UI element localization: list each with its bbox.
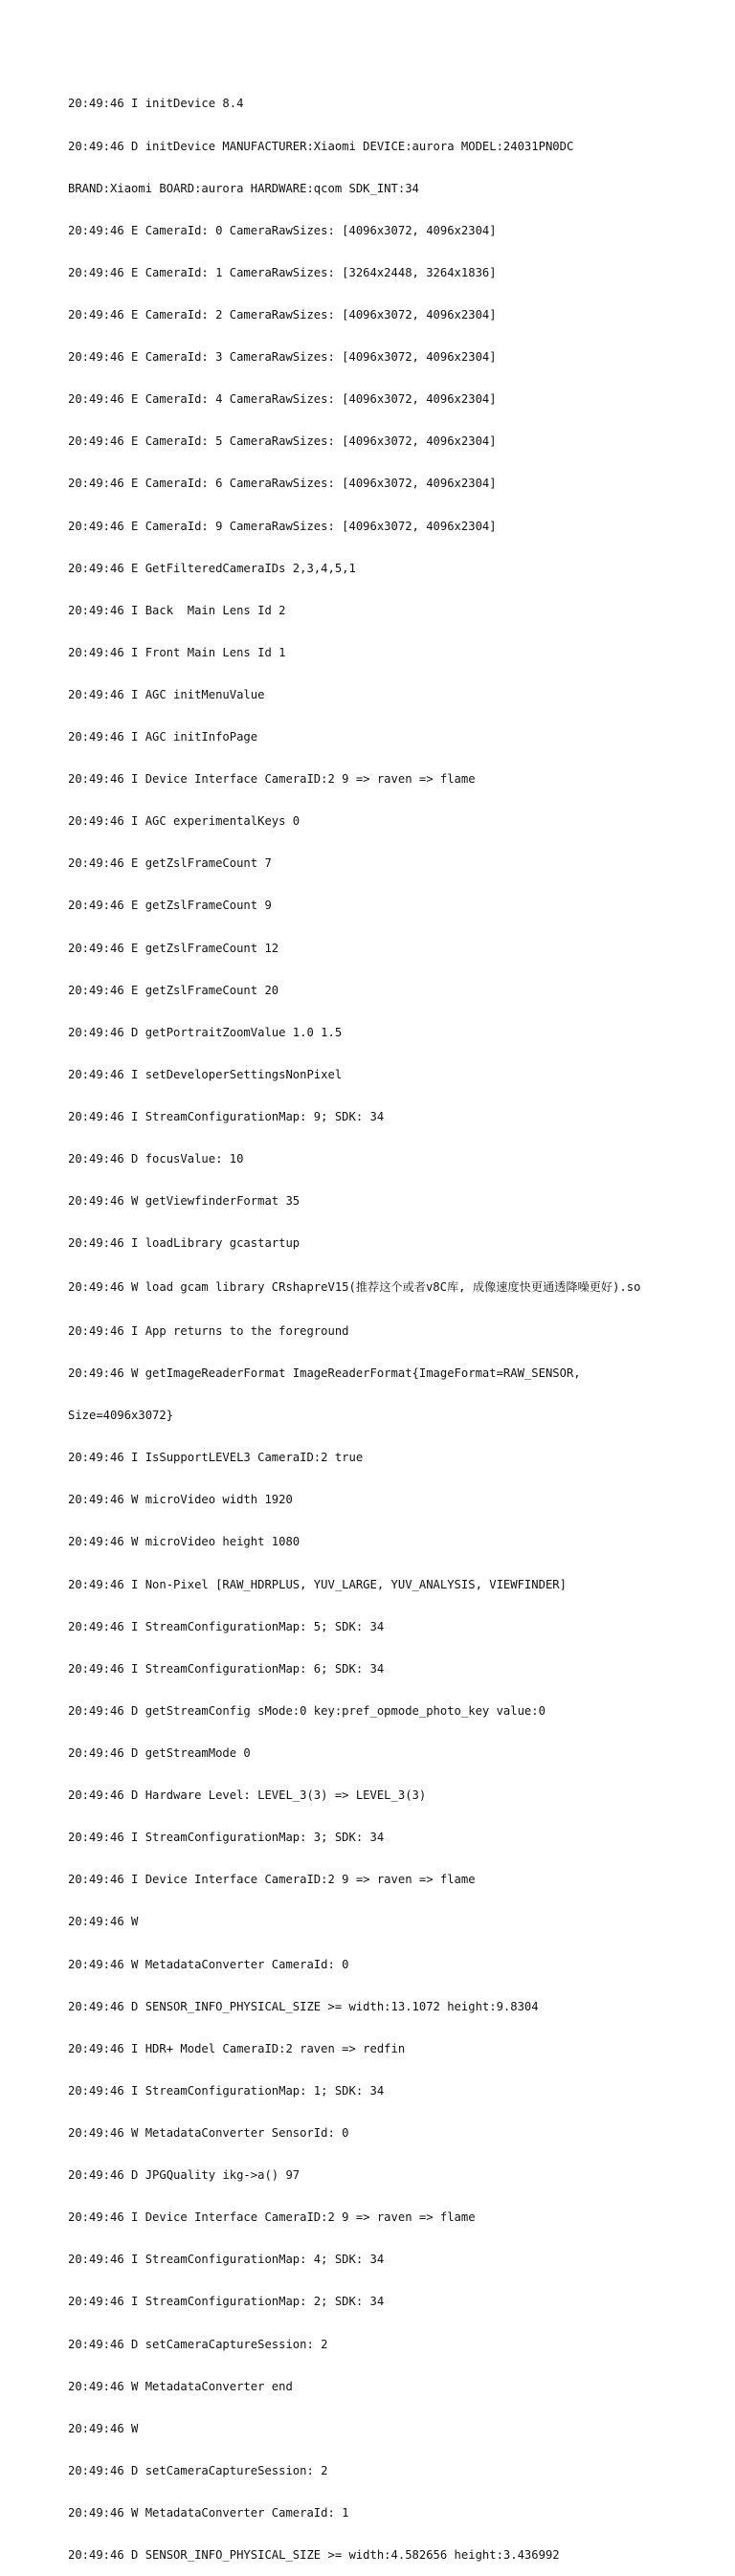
log-line: 20:49:46 E CameraId: 3 CameraRawSizes: [4096x3072, 4096x2304] (68, 350, 497, 365)
log-line: 20:49:46 D initDevice MANUFACTURER:Xiaomi DEVICE:aurora MODEL:24031PN0DC (68, 139, 574, 153)
log-line: 20:49:46 E getZslFrameCount 20 (68, 983, 279, 997)
log-line: 20:49:46 I StreamConfigurationMap: 3; SDK: 34 (68, 1831, 385, 1845)
log-line: 20:49:46 D getStreamMode 0 (68, 1745, 251, 1760)
log-line: 20:49:46 E CameraId: 5 CameraRawSizes: [4096x3072, 4096x2304] (68, 434, 497, 449)
log-line: 20:49:46 I StreamConfigurationMap: 2; SDK: 34 (68, 2295, 385, 2309)
log-line: 20:49:46 I HDR+ Model CameraID:2 raven => redfin (68, 2041, 406, 2055)
log-line: 20:49:46 W microVideo height 1080 (68, 1535, 301, 1549)
log-line: 20:49:46 E CameraId: 0 CameraRawSizes: [4096x3072, 4096x2304] (68, 223, 497, 237)
log-line: 20:49:46 W (68, 2421, 139, 2435)
log-line: 20:49:46 I setDeveloperSettingsNonPixel (68, 1067, 343, 1081)
log-line: 20:49:46 D SENSOR_INFO_PHYSICAL_SIZE >= width:13.1072 height:9.8304 (68, 1999, 539, 2013)
log-line: 20:49:46 E CameraId: 6 CameraRawSizes: [4096x3072, 4096x2304] (68, 477, 497, 491)
log-line: 20:49:46 W MetadataConverter SensorId: 0 (68, 2125, 349, 2140)
log-line: 20:49:46 D setCameraCaptureSession: 2 (68, 2337, 328, 2351)
log-line: 20:49:46 I StreamConfigurationMap: 9; SDK: 34 (68, 1110, 385, 1124)
log-line: 20:49:46 W MetadataConverter CameraId: 1 (68, 2505, 349, 2520)
log-line: 20:49:46 W getViewfinderFormat 35 (68, 1194, 301, 1209)
log-line: 20:49:46 D SENSOR_INFO_PHYSICAL_SIZE >= width:4.582656 height:3.436992 (68, 2548, 560, 2563)
log-line: 20:49:46 D focusValue: 10 (68, 1152, 244, 1166)
log-line: 20:49:46 I StreamConfigurationMap: 4; SDK: 34 (68, 2253, 385, 2267)
log-line: 20:49:46 E CameraId: 1 CameraRawSizes: [3264x2448, 3264x1836] (68, 265, 497, 279)
log-line: 20:49:46 W MetadataConverter end (68, 2379, 293, 2393)
log-line: 20:49:46 D getStreamConfig sMode:0 key:pref_opmode_photo_key value:0 (68, 1703, 546, 1718)
log-line: 20:49:46 I IsSupportLEVEL3 CameraID:2 true (68, 1451, 364, 1465)
log-line: 20:49:46 W getImageReaderFormat ImageReaderFormat{ImageFormat=RAW_SENSOR, (68, 1366, 581, 1380)
log-line: 20:49:46 W MetadataConverter CameraId: 0 (68, 1957, 349, 1971)
log-line: 20:49:46 E CameraId: 2 CameraRawSizes: [4096x3072, 4096x2304] (68, 307, 497, 322)
log-line: 20:49:46 I Device Interface CameraID:2 9 => raven => flame (68, 2210, 476, 2225)
log-line: 20:49:46 I AGC initInfoPage (68, 730, 258, 744)
log-line: 20:49:46 I Device Interface CameraID:2 9 => raven => flame (68, 1873, 476, 1887)
log-line: Size=4096x3072} (68, 1409, 174, 1423)
log-line: 20:49:46 I initDevice 8.4 (68, 97, 244, 111)
log-line: 20:49:46 D JPGQuality ikg->a() 97 (68, 2168, 301, 2183)
log-line: 20:49:46 D Hardware Level: LEVEL_3(3) => LEVEL_3(3) (68, 1788, 427, 1803)
log-line: 20:49:46 W (68, 1915, 139, 1929)
log-line: BRAND:Xiaomi BOARD:aurora HARDWARE:qcom SDK_INT:34 (68, 181, 419, 195)
log-line: 20:49:46 I Back Main Lens Id 2 (68, 603, 286, 617)
log-line: 20:49:46 I loadLibrary gcastartup (68, 1236, 301, 1251)
log-line: 20:49:46 I StreamConfigurationMap: 5; SDK: 34 (68, 1619, 385, 1633)
log-line: 20:49:46 W load gcam library CRshapreV15(推荐这个或者v8C库, 成像速度快更通透降噪更好).so (68, 1280, 641, 1295)
log-line: 20:49:46 E CameraId: 9 CameraRawSizes: [4096x3072, 4096x2304] (68, 519, 497, 533)
log-line: 20:49:46 I Non-Pixel [RAW_HDRPLUS, YUV_LARGE, YUV_ANALYSIS, VIEWFINDER] (68, 1577, 567, 1591)
log-text-area (68, 69, 680, 2576)
log-line: 20:49:46 I AGC initMenuValue (68, 687, 265, 701)
log-line: 20:49:46 D getPortraitZoomValue 1.0 1.5 (68, 1025, 343, 1039)
log-line: 20:49:46 I AGC experimentalKeys 0 (68, 814, 301, 829)
log-line: 20:49:46 I StreamConfigurationMap: 1; SDK: 34 (68, 2083, 385, 2098)
log-line: 20:49:46 I Front Main Lens Id 1 (68, 645, 286, 659)
log-line: 20:49:46 E getZslFrameCount 9 (68, 899, 272, 913)
log-line: 20:49:46 I App returns to the foreground (68, 1323, 349, 1338)
log-line: 20:49:46 E getZslFrameCount 7 (68, 856, 272, 871)
log-line: 20:49:46 I Device Interface CameraID:2 9 => raven => flame (68, 772, 476, 787)
log-line: 20:49:46 D setCameraCaptureSession: 2 (68, 2463, 328, 2477)
log-line: 20:49:46 E GetFilteredCameraIDs 2,3,4,5,1 (68, 561, 356, 575)
log-line: 20:49:46 W microVideo width 1920 (68, 1493, 293, 1507)
log-line: 20:49:46 E getZslFrameCount 12 (68, 941, 279, 955)
log-line: 20:49:46 I StreamConfigurationMap: 6; SDK: 34 (68, 1661, 385, 1676)
log-line: 20:49:46 E CameraId: 4 CameraRawSizes: [4096x3072, 4096x2304] (68, 392, 497, 407)
